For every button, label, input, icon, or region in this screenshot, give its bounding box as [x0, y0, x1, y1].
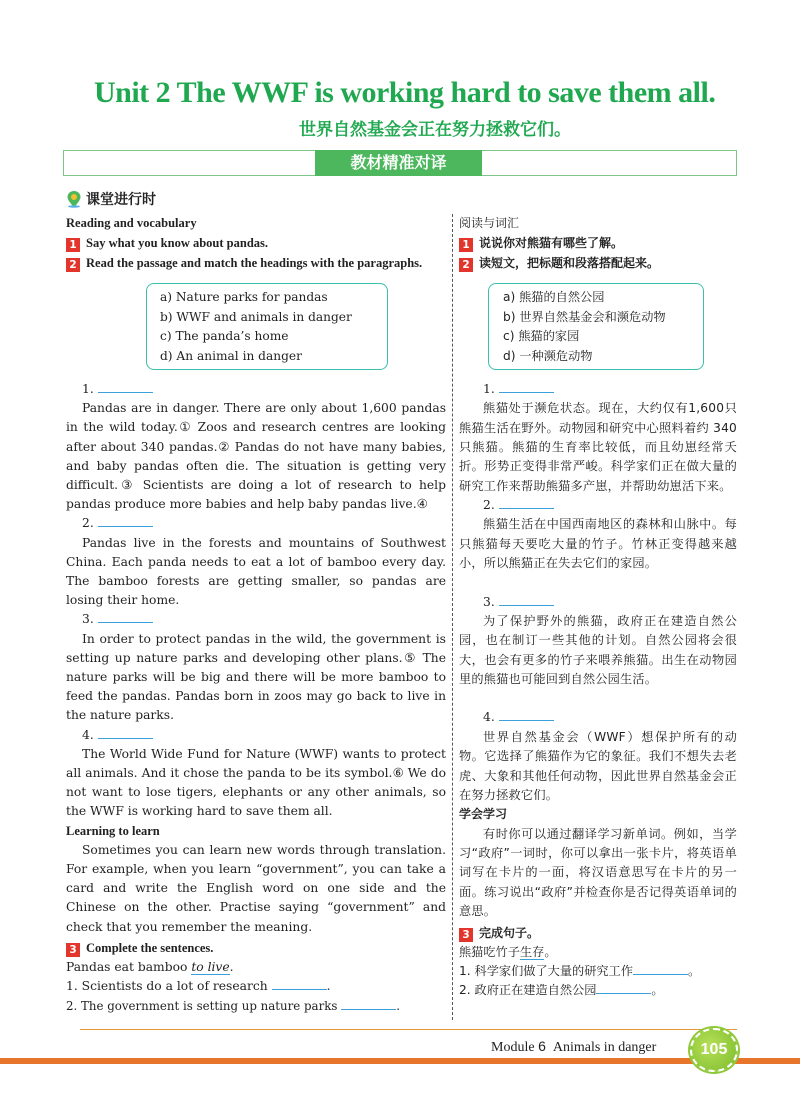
learning-heading-zh: 学会学习 — [459, 807, 508, 822]
para-1-label: 1. — [66, 380, 446, 399]
footer-bar — [0, 1058, 800, 1064]
heading-option: b) WWF and animals in danger — [160, 309, 352, 324]
paragraph-4: The World Wide Fund for Nature (WWF) wants to protect all animals. And it chose the panda to be its symbol.⑥ We do not want to lose tigers, elephants or any other animals, so the WWF is working hard to save them all. — [66, 746, 446, 819]
task-3-zh: 3 完成句子。 — [459, 924, 737, 943]
location-pin-icon — [66, 190, 82, 208]
para-2-label-zh: 2. — [459, 496, 737, 515]
learning-text: Sometimes you can learn new words through translation. For example, when you learn “government”, you can take a card and write the English word on one side and the Chinese on the other. Practise saying “government” and check that you remember the meaning. — [66, 842, 446, 934]
sentence-2: 2. The government is setting up nature parks . — [66, 998, 400, 1013]
sentence-1-zh: 1. 科学家们做了大量的研究工作 。 — [459, 963, 701, 978]
task-1-zh — [459, 234, 737, 253]
task-1-number-zh: 1 — [459, 238, 473, 252]
learning-heading: Learning to learn — [66, 823, 160, 838]
task-2-zh — [459, 254, 737, 273]
para-4-label: 4. — [66, 726, 446, 745]
answer-blank[interactable] — [98, 514, 153, 527]
module-number: 6 — [538, 1038, 546, 1054]
paragraph-1: Pandas are in danger. There are only about 1,600 pandas in the wild today.① Zoos and research centres are looking after about 340 pandas.② Pandas do not have many babies, and baby pandas often die. The situation is getting very difficult.③ Scientists are doing a lot of research to help pandas produce more babies and help baby pandas live.④ — [66, 401, 446, 512]
task-2-text: Read the passage and match the headings with the paragraphs. — [86, 256, 423, 271]
page-number: 105 — [690, 1028, 738, 1072]
answer-blank[interactable] — [98, 726, 153, 739]
para-3-label: 3. — [66, 610, 446, 629]
answer-blank[interactable] — [596, 981, 651, 994]
task-1-number: 1 — [66, 238, 80, 252]
task-2-text-zh: 读短文，把标题和段落搭配起来。 — [479, 256, 660, 271]
footer-module — [491, 1038, 656, 1056]
task-2 — [66, 254, 446, 273]
heading-option: d) An animal in danger — [160, 348, 302, 363]
answer-blank[interactable] — [499, 496, 554, 509]
example-answer-zh: 生存 — [519, 944, 545, 959]
answer-blank[interactable] — [98, 380, 153, 393]
task-3 — [66, 939, 446, 958]
heading-option: c) The panda’s home — [160, 329, 289, 343]
paragraph-4-zh: 世界自然基金会（WWF）想保护所有的动物。它选择了熊猫作为它的象征。我们不想失去老虎、大象和其他任何动物，因此世界自然基金会正在努力拯救它们。 — [459, 729, 737, 802]
banner-label: 教材精准对译 — [315, 150, 482, 176]
example-sentence: Pandas eat bamboo to live. — [66, 960, 234, 975]
reading-heading-zh: 阅读与词汇 — [459, 216, 520, 230]
heading-option-zh: d) 一种濒危动物 — [503, 348, 593, 363]
paragraph-3-zh: 为了保护野外的熊猫，政府正在建造自然公园，也在制订一些其他的计划。自然公园将会很大，也会有更多的竹子来喂养熊猫。出生在动物园里的熊猫也可能回到自然公园生活。 — [459, 613, 737, 687]
answer-blank[interactable] — [499, 380, 554, 393]
task-1 — [66, 234, 446, 253]
paragraph-2: Pandas live in the forests and mountains of Southwest China. Each panda needs to eat a lot of bamboo every day. The bamboo forests are getting smaller, so pandas are losing their home. — [66, 535, 446, 608]
task-1-text-zh: 说说你对熊猫有哪些了解。 — [479, 236, 624, 251]
answer-blank[interactable] — [98, 610, 153, 623]
answer-blank[interactable] — [499, 593, 554, 606]
example-sentence-zh: 熊猫吃竹子生存。 — [459, 944, 557, 959]
heading-option: a) Nature parks for pandas — [160, 290, 328, 304]
heading-option-zh: b) 世界自然基金会和濒危动物 — [503, 309, 666, 324]
answer-blank[interactable] — [272, 977, 327, 990]
task-3-text: Complete the sentences. — [86, 940, 214, 955]
headings-box-zh — [488, 283, 704, 370]
section-heading-text: 课堂进行时 — [86, 192, 156, 208]
para-4-label-zh: 4. — [459, 708, 737, 727]
right-passage — [459, 380, 737, 1000]
paragraph-1-zh: 熊猫处于濒危状态。现在，大约仅有1,600只熊猫生活在野外。动物园和研究中心照料着约 340 只熊猫。熊猫的生育率比较低，而且幼崽经常夭折。形势正变得非常严峻。科学家们正在做大量的研究工作来帮助熊猫多产崽，并帮助幼崽活下来。 — [459, 401, 737, 493]
heading-option-zh: c) 熊猫的家园 — [503, 329, 580, 343]
left-passage — [66, 380, 446, 1016]
section-heading — [66, 189, 156, 209]
task-1-text: Say what you know about pandas. — [86, 236, 269, 251]
column-divider — [452, 214, 453, 1020]
learning-text-zh: 有时你可以通过翻译学习新单词。例如，当学习“政府”一词时，你可以拿出一张卡片，将英语单词写在卡片的一面，将汉语意思写在卡片的另一面。练习说出“政府”并检查你是否记得英语单词的意思。 — [459, 826, 737, 919]
para-1-label-zh: 1. — [459, 380, 737, 399]
paragraph-3: In order to protect pandas in the wild, the government is setting up nature parks and developing other plans.⑤ The nature parks will be big and there will be more bamboo to feed the pandas. Pandas born in zoos may go back to live in the nature parks. — [66, 631, 446, 723]
task-2-number-zh: 2 — [459, 258, 473, 272]
reading-heading: Reading and vocabulary — [66, 216, 197, 230]
paragraph-2-zh: 熊猫生活在中国西南地区的森林和山脉中。每只熊猫每天要吃大量的竹子。竹林正变得越来越小，所以熊猫正在失去它们的家园。 — [459, 517, 737, 571]
para-3-label-zh: 3. — [459, 593, 737, 612]
headings-box-en — [146, 283, 388, 370]
right-column — [459, 214, 737, 274]
left-column — [66, 214, 446, 274]
para-2-label: 2. — [66, 514, 446, 533]
sentence-2-zh: 2. 政府正在建造自然公园 。 — [459, 983, 664, 998]
module-label: Module — [491, 1040, 535, 1055]
footer-rule — [80, 1029, 737, 1030]
answer-blank[interactable] — [499, 708, 554, 721]
answer-blank[interactable] — [633, 962, 688, 975]
task-3-number: 3 — [66, 943, 80, 957]
sentence-1: 1. Scientists do a lot of research . — [66, 979, 331, 994]
heading-option-zh: a) 熊猫的自然公园 — [503, 290, 605, 304]
module-title: Animals in danger — [552, 1040, 657, 1055]
task-2-number: 2 — [66, 258, 80, 272]
task-3-number-zh: 3 — [459, 928, 473, 942]
page-title: Unit 2 The WWF is working hard to save them all. — [94, 76, 716, 109]
answer-blank[interactable] — [341, 997, 396, 1010]
example-answer: to live — [191, 960, 230, 975]
page-subtitle: 世界自然基金会正在努力拯救它们。 — [299, 120, 571, 140]
